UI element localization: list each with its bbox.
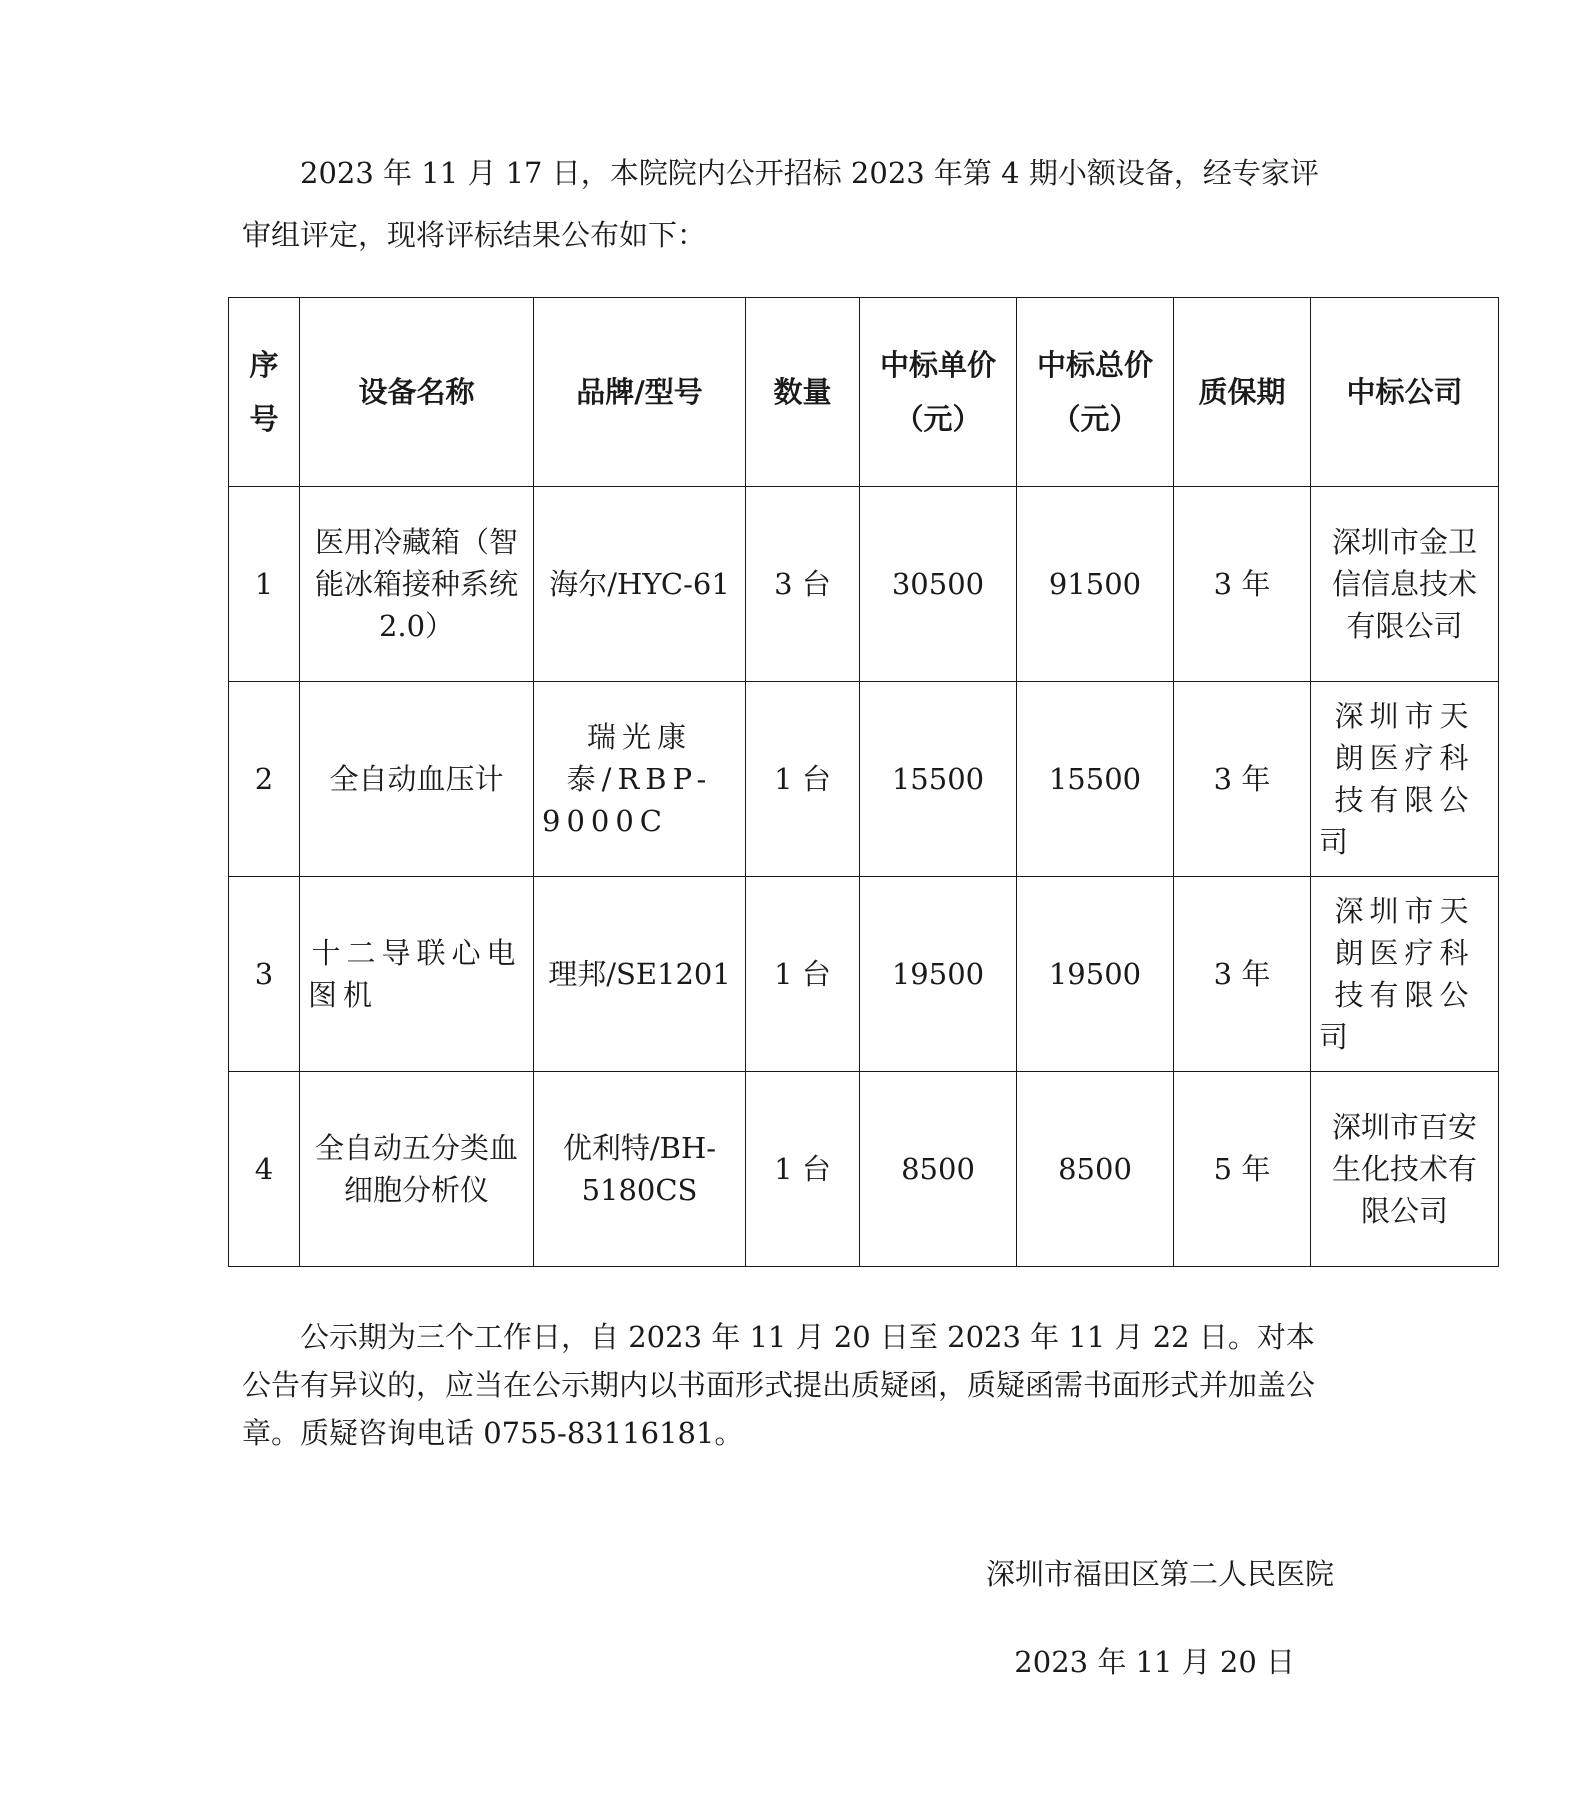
cell-name: 全自动五分类血细胞分析仪 xyxy=(300,1072,534,1267)
cell-company: 深圳市百安生化技术有限公司 xyxy=(1311,1072,1499,1267)
cell-name: 十二导联心电图机 xyxy=(300,877,534,1072)
table-header-row xyxy=(229,298,1499,487)
intro-paragraph: 2023 年 11 月 17 日，本院院内公开招标 2023 年第 4 期小额设备，经专家评审组评定，现将评标结果公布如下： xyxy=(242,156,1319,252)
header-unit-price: 中标单价（元） xyxy=(860,298,1017,487)
cell-total-price: 15500 xyxy=(1017,682,1174,877)
cell-warranty: 3 年 xyxy=(1174,877,1311,1072)
cell-qty: 1 台 xyxy=(746,1072,860,1267)
header-name: 设备名称 xyxy=(300,298,534,487)
header-warranty: 质保期 xyxy=(1174,298,1311,487)
notice-paragraph: 公示期为三个工作日，自 2023 年 11 月 20 日至 2023 年 11 月 22 日。对本公告有异议的，应当在公示期内以书面形式提出质疑函，质疑函需书面形式并加盖公章。质疑咨询电话 0755-83116181。 xyxy=(242,1320,1316,1450)
cell-qty: 3 台 xyxy=(746,487,860,682)
cell-unit-price: 30500 xyxy=(860,487,1017,682)
signature-date: 2023 年 11 月 20 日 xyxy=(1014,1645,1295,1679)
cell-qty: 1 台 xyxy=(746,877,860,1072)
cell-name: 医用冷藏箱（智能冰箱接种系统 2.0） xyxy=(300,487,534,682)
cell-no: 4 xyxy=(229,1072,300,1267)
signature-organization: 深圳市福田区第二人民医院 xyxy=(985,1557,1334,1591)
header-no: 序号 xyxy=(229,298,300,487)
cell-brand: 优利特/BH-5180CS xyxy=(534,1072,746,1267)
cell-company: 深圳市天朗医疗科技有限公司 xyxy=(1311,877,1499,1072)
header-total-price: 中标总价（元） xyxy=(1017,298,1174,487)
cell-warranty: 3 年 xyxy=(1174,682,1311,877)
cell-brand: 瑞光康泰/RBP-9000C xyxy=(534,682,746,877)
cell-brand: 海尔/HYC-61 xyxy=(534,487,746,682)
cell-no: 3 xyxy=(229,877,300,1072)
cell-brand: 理邦/SE1201 xyxy=(534,877,746,1072)
table-row xyxy=(229,487,1499,682)
cell-no: 2 xyxy=(229,682,300,877)
cell-unit-price: 15500 xyxy=(860,682,1017,877)
cell-qty: 1 台 xyxy=(746,682,860,877)
table-row xyxy=(229,877,1499,1072)
cell-total-price: 91500 xyxy=(1017,487,1174,682)
cell-name: 全自动血压计 xyxy=(300,682,534,877)
table-row xyxy=(229,1072,1499,1267)
cell-company: 深圳市金卫信信息技术有限公司 xyxy=(1311,487,1499,682)
header-qty: 数量 xyxy=(746,298,860,487)
cell-warranty: 3 年 xyxy=(1174,487,1311,682)
cell-unit-price: 8500 xyxy=(860,1072,1017,1267)
header-company: 中标公司 xyxy=(1311,298,1499,487)
cell-total-price: 8500 xyxy=(1017,1072,1174,1267)
cell-unit-price: 19500 xyxy=(860,877,1017,1072)
cell-warranty: 5 年 xyxy=(1174,1072,1311,1267)
cell-company: 深圳市天朗医疗科技有限公司 xyxy=(1311,682,1499,877)
header-brand: 品牌/型号 xyxy=(534,298,746,487)
bid-results-table xyxy=(228,297,1499,1267)
cell-total-price: 19500 xyxy=(1017,877,1174,1072)
table-row xyxy=(229,682,1499,877)
cell-no: 1 xyxy=(229,487,300,682)
